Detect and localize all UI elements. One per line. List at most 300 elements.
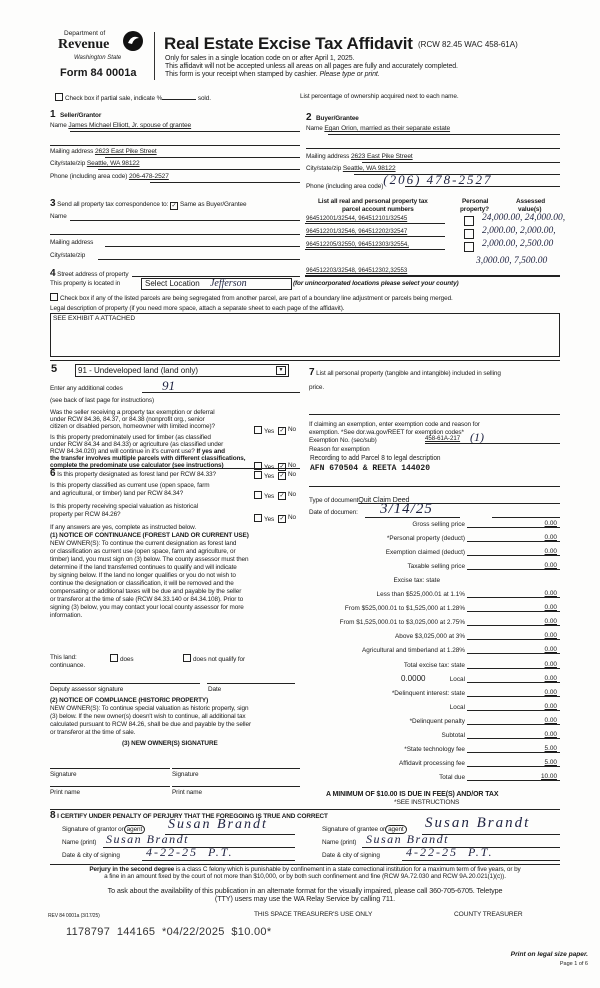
buyer-label: Buyer/Grantee — [316, 115, 359, 122]
section-number: 6 — [50, 468, 56, 479]
notice-compliance-title: (2) NOTICE OF COMPLIANCE (HISTORIC PROPERTY) — [50, 697, 209, 704]
section-number: 2 — [306, 112, 312, 123]
fee-label: From $525,000.01 to $1,525,000 at 1.28% — [344, 605, 465, 613]
buyer-phone-row — [306, 172, 493, 192]
field-line — [309, 486, 560, 487]
personal-property-checkbox[interactable] — [464, 242, 474, 252]
phone-label: Phone (including area code) — [306, 183, 384, 190]
print-name-label: Print name — [172, 789, 202, 796]
personal-property-checkbox[interactable] — [464, 216, 474, 226]
no-checkbox[interactable]: ✓ — [279, 516, 285, 522]
corr-name-field[interactable] — [70, 220, 300, 221]
current-use-q-2: and agricultural, or timber) land per RCW 84.34? — [50, 490, 184, 497]
partial-percent-field[interactable] — [162, 99, 196, 100]
buyer-city-row — [306, 165, 396, 172]
see-instructions: *SEE INSTRUCTIONS — [394, 799, 460, 806]
reason-field-1[interactable]: Recording to add Parcel 8 to legal description — [310, 453, 441, 462]
fee-value[interactable]: 0.00 — [544, 730, 557, 738]
field-line — [467, 611, 560, 612]
fee-row — [305, 615, 560, 627]
fee-value[interactable]: 0.00 — [544, 590, 557, 598]
fee-label: Local — [449, 675, 465, 683]
fee-label: Total excise tax: state — [403, 661, 465, 669]
seller-city-row — [50, 160, 140, 167]
this-land-label: This land: — [50, 654, 77, 661]
name-print-label: Name (print) — [322, 839, 357, 846]
personal-property-label — [309, 367, 501, 378]
no-checkbox[interactable]: ✓ — [279, 464, 285, 470]
notice-line: timber) land, you must sign on (3) below. The county assessor must then — [50, 556, 249, 563]
q-timber-3 — [50, 448, 225, 455]
ownership-note: List percentage of ownership acquired next to each name. — [300, 93, 459, 100]
field-line — [70, 131, 300, 132]
buyer-mail-field[interactable]: 2623 East Pike Street — [350, 153, 413, 160]
use-code-select[interactable] — [75, 364, 289, 377]
grantor-date-field[interactable]: 4-22-25 P.T. — [146, 845, 234, 859]
location-select[interactable] — [141, 278, 292, 290]
seller-label: Seller/Grantor — [60, 112, 102, 119]
current-use-q-1: Is this property classified as current use (open space, farm — [50, 482, 210, 489]
field-line — [467, 682, 560, 683]
notice-line: information. — [50, 612, 83, 619]
field-line — [150, 182, 300, 183]
deputy-signature-field[interactable] — [50, 683, 200, 684]
seller-heading — [50, 104, 101, 122]
sec7-label-2: price. — [309, 384, 325, 391]
exemption-no-field[interactable]: 458-61A-217 — [425, 435, 461, 442]
fee-row — [305, 686, 560, 698]
field-line — [142, 860, 295, 861]
historic-q-2: property per RCW 84.26? — [50, 511, 121, 518]
notice-line: (3) below. If the new owner(s) doesn't wish to continue, all additional tax — [50, 713, 246, 720]
fee-value[interactable]: 0.00 — [544, 688, 557, 696]
continuance-label: continuance. — [50, 662, 86, 669]
fee-label: *State technology fee — [404, 745, 465, 753]
q-exemption-1: Was the seller receiving a property tax exemption or deferral — [50, 409, 215, 416]
field-line — [362, 162, 560, 163]
forest-question — [50, 468, 216, 479]
parcel-account-field[interactable]: 964512201/32546, 964512202/32547 — [306, 228, 408, 235]
exemption-no-label: Exemption No. (sec/sub) — [309, 437, 377, 444]
buyer-city-field[interactable]: Seattle, WA 98122 — [342, 165, 396, 172]
does-label: does — [120, 656, 134, 663]
header-note-3 — [165, 71, 380, 78]
mail-label: Mailing address — [50, 148, 94, 155]
field-line — [105, 157, 300, 158]
no-option — [278, 514, 296, 523]
accessibility-note-2: (TTY) users may use the WA Relay Service by calling 711. — [214, 894, 396, 903]
doctype-field[interactable]: Quit Claim Deed — [358, 495, 410, 504]
header-divider — [154, 32, 155, 80]
historic-q-1: Is this property receiving special valuation as historical — [50, 503, 199, 510]
partial-sale — [55, 93, 211, 102]
fee-row — [305, 545, 560, 557]
additional-codes-row — [50, 385, 123, 392]
owner-signature-field-1[interactable] — [50, 768, 170, 769]
location-handwritten: Jefferson — [209, 278, 247, 289]
logo-revenue: Revenue — [58, 37, 110, 52]
treasurer-stamp: 1178797 144165 *04/22/2025 $10.00* — [66, 926, 272, 938]
yes-option — [254, 491, 274, 500]
no-label: No — [288, 491, 296, 498]
notice-line: continue the designation or classification, it will be removed and the — [50, 580, 234, 587]
city-label: City/state/zip — [50, 160, 86, 167]
yes-checkbox[interactable] — [254, 426, 262, 434]
docdate-label: Date of documen: — [309, 509, 358, 516]
field-line — [467, 569, 560, 570]
docdate-field[interactable]: 3/14/25 — [380, 501, 433, 517]
yes-checkbox[interactable] — [254, 462, 262, 470]
sold-label: sold. — [197, 95, 211, 102]
located-label: This property is located in — [50, 280, 121, 287]
owner-print-field-1[interactable] — [50, 786, 170, 787]
grantor-signature[interactable]: Susan Brandt — [168, 817, 268, 832]
personal-property-checkbox[interactable] — [464, 229, 474, 239]
fee-label: Exemption claimed (deduct) — [385, 549, 465, 557]
parcel-account-field[interactable]: 964512203/32548, 964512302,32553 — [306, 267, 408, 274]
certify-title: I CERTIFY UNDER PENALTY OF PERJURY THAT THE FOREGOING IS TRUE AND CORRECT — [57, 813, 328, 820]
owner-signature-field-2[interactable] — [172, 768, 300, 769]
fee-value[interactable]: 0.00 — [544, 674, 557, 682]
field-line — [305, 249, 445, 250]
fee-value[interactable]: 0.00 — [544, 548, 557, 556]
notice-line: or classification as current use (open space, farm and agriculture, or — [50, 548, 236, 555]
additional-codes-value: 91 — [162, 378, 175, 393]
no-option — [278, 426, 296, 435]
grantor-sig-label: Signature of grantor or — [62, 826, 124, 833]
notice-line: or transferor at the time of sale (RCW 84.33.140 or 84.34.108). Prior to — [50, 596, 244, 603]
logo-dept: Department of — [64, 30, 106, 37]
fee-row — [305, 573, 560, 585]
fee-row — [305, 643, 560, 655]
phone-label: Phone (including area code) — [50, 173, 128, 180]
seller-mail-row — [50, 148, 157, 155]
grantor-name-field[interactable]: Susan Brandt — [106, 832, 190, 846]
header-note-2: This affidavit will not be accepted unless all areas on all pages are fully and accurately completed. — [165, 63, 458, 70]
fee-label: Gross selling price — [412, 521, 465, 528]
fee-value[interactable]: 0.00 — [544, 702, 557, 710]
section-divider — [50, 360, 560, 361]
field-line — [467, 639, 560, 640]
notice-line: or transferor at the time of sale. — [50, 729, 136, 736]
seller-name-row — [50, 122, 191, 129]
section-number: 7 — [309, 367, 315, 378]
deputy-date-field[interactable] — [207, 683, 295, 684]
street-field[interactable] — [132, 276, 300, 277]
fee-row — [305, 728, 560, 740]
fee-row — [305, 601, 560, 613]
exemption-note-1: If claiming an exemption, enter exemption code and reason for — [309, 421, 480, 428]
accessibility-note-1: To ask about the availability of this publication in an alternate format for the visually impaired, please call 360-705-6705. Teletype — [107, 886, 503, 895]
field-line — [50, 145, 300, 146]
notice-line: calculated pursuant to RCW 84.26, shall be due and payable by the seller — [50, 721, 251, 728]
corr-name-label: Name — [50, 213, 67, 220]
this-land-row — [50, 654, 77, 661]
seller-name-field[interactable]: James Michael Elliott, Jr. spouse of grantee — [68, 122, 192, 129]
yes-option — [254, 471, 274, 480]
yes-label: Yes — [264, 428, 275, 435]
fee-row — [305, 770, 560, 782]
buyer-phone-field[interactable]: (206) 478-2527 — [383, 172, 493, 187]
fee-row — [305, 742, 560, 754]
partial-sale-checkbox[interactable] — [55, 93, 63, 101]
parcel-account-field[interactable]: 964512205/32550, 964512303/32554, — [306, 241, 409, 248]
minimum-note: A MINIMUM OF $10.00 IS DUE IN FEE(S) AND/OR TAX — [326, 791, 499, 798]
perjury-note-1 — [50, 866, 560, 873]
personal-header-2: property? — [460, 206, 489, 213]
forest-label: Is this property designated as forest land per RCW 84.33? — [57, 471, 216, 478]
if-yes-note: If any answers are yes, complete as instructed below. — [50, 524, 197, 531]
fee-row — [305, 700, 560, 712]
notice-line: NEW OWNER(S): To continue special valuation as historic property, sign — [50, 705, 249, 712]
personal-header: Personal — [462, 198, 489, 205]
field-line — [305, 236, 445, 237]
fee-row — [305, 629, 560, 641]
grantee-signature[interactable]: Susan Brandt — [425, 815, 531, 831]
field-line — [467, 668, 560, 669]
segregate-label: Check box if any of the listed parcels are being segregated from another parcel, are part of a boundary line adjustment or parcels being merged. — [60, 295, 453, 302]
segregate-row — [50, 293, 453, 302]
no-option — [278, 462, 296, 471]
notice-line: determine if the land transferred continues to qualify and will indicate — [50, 564, 237, 571]
yes-checkbox[interactable] — [254, 514, 262, 522]
perjury-note-2: a fine in an amount fixed by the court of not more than $10,000, or by both such confinement and fine (RCW 9A.72.030 and RCW 9A.20.021(1)(c)). — [104, 873, 506, 880]
does-checkbox[interactable] — [110, 654, 118, 662]
field-line — [467, 724, 560, 725]
notice-line: signing (3) below, you may contact your local county assessor for more — [50, 604, 244, 611]
field-line — [467, 541, 560, 542]
correspondence-heading — [50, 198, 246, 210]
field-line — [467, 780, 560, 781]
fee-row — [305, 559, 560, 571]
corr-city-label: City/state/zip — [50, 252, 86, 259]
corr-city-field[interactable] — [98, 259, 300, 260]
date-label: Date — [208, 686, 222, 693]
field-line — [467, 625, 560, 626]
fee-row — [305, 714, 560, 726]
corr-mail-label: Mailing address — [50, 239, 94, 246]
form-number: Form 84 0001a — [60, 67, 137, 79]
field-line — [305, 276, 560, 277]
seller-phone-row — [50, 173, 169, 180]
fee-label: Local — [449, 703, 465, 711]
fee-value[interactable]: 0.00 — [544, 618, 557, 626]
county-treasurer-label: COUNTY TREASURER — [454, 911, 523, 918]
seller-phone-field[interactable]: 206-478-2527 — [128, 173, 169, 180]
section-divider — [50, 864, 560, 865]
street-label: Street address of property — [57, 271, 129, 278]
yes-checkbox[interactable] — [254, 491, 262, 499]
q-timber-1: Is this property predominately used for timber (as classified — [50, 434, 211, 441]
fee-value[interactable]: 0.00 — [544, 716, 557, 724]
grantee-sig-label: Signature of grantee or — [322, 826, 386, 833]
dor-logo-icon — [122, 28, 144, 54]
legal-description-field[interactable] — [50, 313, 560, 357]
yes-label: Yes — [264, 493, 275, 500]
does-not-label: does not qualify for — [193, 656, 245, 663]
signature-label: Signature — [172, 771, 199, 778]
assessed-value-field[interactable]: 2,000.00, 2,500.00 — [482, 239, 554, 249]
sec7-label: List all personal property (tangible and intangible) included in selling — [316, 370, 501, 377]
q-exemption-3: citizen or disabled person, homeowner with limited income)? — [50, 423, 215, 430]
no-label: No — [288, 514, 296, 521]
deputy-label: Deputy assessor signature — [50, 686, 124, 693]
exemption-note-2: exemption. *See dor.wa.gov/REET for exemption codes* — [309, 429, 464, 436]
same-as-buyer-label: Same as Buyer/Grantee — [179, 201, 247, 208]
legal-text: SEE EXHIBIT A ATTACHED — [53, 315, 136, 322]
fee-row — [305, 658, 560, 670]
page-number: Page 1 of 6 — [559, 961, 588, 967]
logo-state: Washington State — [74, 55, 122, 61]
buyer-name-field[interactable]: Egan Orion, married as their separate estate — [324, 125, 451, 132]
assessed-value-field[interactable]: 3,000.00, 7,500.00 — [476, 256, 548, 266]
field-line — [98, 169, 300, 170]
field-line — [328, 134, 560, 135]
field-line — [467, 527, 560, 528]
no-checkbox[interactable]: ✓ — [279, 473, 285, 479]
mail-label: Mailing address — [306, 153, 350, 160]
fee-value[interactable]: 0.00 — [544, 660, 557, 668]
reason-label: Reason for exemption — [309, 446, 370, 453]
revision-label: REV 84 0001a (3/17/25) — [48, 913, 100, 919]
name-label: Name — [306, 125, 323, 132]
signature-label: Signature — [50, 771, 77, 778]
field-line — [405, 186, 560, 187]
fee-row — [305, 531, 560, 543]
field-line — [467, 752, 560, 753]
field-line — [402, 860, 560, 861]
yes-checkbox[interactable] — [254, 471, 262, 479]
grantee-date-field[interactable]: 4-22-25 P.T. — [406, 845, 494, 859]
seller-city-field[interactable]: Seattle, WA 98122 — [86, 160, 140, 167]
personal-property-field[interactable] — [309, 414, 560, 415]
fee-value[interactable]: 0.00 — [544, 632, 557, 640]
exemption-handwritten: (1) — [470, 430, 484, 444]
fee-value[interactable]: 0.00 — [544, 604, 557, 612]
notice-continuance-title: (1) NOTICE OF CONTINUANCE (FOREST LAND OR CURRENT USE) — [50, 532, 249, 539]
yes-label: Yes — [264, 473, 275, 480]
agent-circle: agent — [124, 825, 146, 834]
field-line — [305, 223, 445, 224]
fee-row — [305, 517, 560, 529]
fee-label: *Personal property (deduct) — [386, 535, 465, 543]
use-code-value: 91 - Undeveloped land (land only) — [78, 366, 199, 375]
codes-note: (see back of last page for instructions) — [50, 397, 154, 404]
fee-label: Agricultural and timberland at 1.28% — [361, 647, 465, 655]
fee-label: From $1,525,000.01 to $3,025,000 at 2.75% — [339, 619, 465, 627]
fee-value[interactable]: 5.00 — [544, 758, 557, 766]
receipt-note: This form is your receipt when stamped by cashier. — [165, 71, 318, 78]
fee-label: Less than $525,000.01 at 1.1% — [376, 591, 465, 599]
assessed-header-2: value(s) — [518, 206, 542, 213]
street-row — [50, 268, 128, 279]
partial-sale-label: Check box if partial sale, indicate % — [65, 95, 163, 102]
grantee-name-field[interactable]: Susan Brandt — [366, 832, 450, 846]
assessed-value-field[interactable]: 24,000.00, 24,000.00, — [482, 213, 566, 223]
date-city-label: Date & city of signing — [62, 852, 120, 859]
section-number: 1 — [50, 109, 56, 120]
field-line — [467, 555, 560, 556]
same-as-buyer-checkbox[interactable]: ✓ — [171, 203, 177, 209]
no-label: No — [288, 471, 296, 478]
buyer-name-row — [306, 125, 450, 132]
yes-label: Yes — [264, 464, 275, 471]
section-number: 3 — [50, 198, 56, 209]
header-note-1: Only for sales in a single location code on or after April 1, 2025. — [165, 55, 355, 62]
q-timber-4: the transfer involves multiple parcels with different classifications, — [50, 455, 246, 462]
yes-option — [254, 514, 274, 523]
seller-mail-field[interactable]: 2623 East Pike Street — [94, 148, 157, 155]
corr-mail-field[interactable] — [105, 246, 300, 247]
parcel-account-field[interactable]: 964512001/32544, 964512101/32545 — [306, 215, 408, 222]
chevron-down-icon[interactable]: ▼ — [276, 366, 286, 375]
new-owner-signature-title: (3) NEW OWNER(S) SIGNATURE — [122, 740, 218, 747]
assessed-value-field[interactable]: 2,000.00, 2,000.00, — [482, 226, 556, 236]
field-line — [467, 597, 560, 598]
fee-row — [305, 587, 560, 599]
q-timber-3-text: RCW 84.34.020) and will continue in it's current use? — [50, 448, 195, 455]
fee-value[interactable]: 10.00 — [541, 772, 557, 780]
fee-value[interactable]: 0.00 — [544, 646, 557, 654]
notice-line: compensating or additional taxes will be due and payable by the seller — [50, 588, 242, 595]
no-label: No — [288, 426, 296, 433]
q-timber-5: complete the predominate use calculator (see instructions) — [50, 462, 224, 469]
fee-label: Total due — [439, 773, 465, 781]
segregate-checkbox[interactable] — [50, 293, 58, 301]
field-line — [306, 148, 560, 149]
field-line — [425, 443, 560, 444]
name-print-label: Name (print) — [62, 839, 97, 846]
type-print-note: Please type or print. — [319, 71, 380, 78]
fee-value[interactable]: 0.00 — [544, 520, 557, 527]
parcel-header-2: parcel account numbers — [342, 206, 414, 213]
fee-value[interactable]: 0.00 — [544, 562, 557, 570]
q-exemption-2: under RCW 84.36, 84.37, or 84.38 (nonprofit org., senior — [50, 416, 205, 423]
legal-label: Legal description of property (if you need more space, attach a separate sheet to each page of the affidavit). — [50, 305, 345, 312]
does-not-checkbox[interactable] — [183, 654, 191, 662]
doctype-label: Type of document — [309, 497, 359, 504]
legal-paper-note: Print on legal size paper. — [510, 951, 588, 958]
fee-label: Affidavit processing fee — [399, 759, 465, 767]
owner-print-field-2[interactable] — [172, 786, 300, 787]
city-label: City/state/zip — [306, 165, 342, 172]
assessed-header: Assessed — [516, 198, 546, 205]
fee-label: Taxable selling price — [407, 563, 465, 571]
rcw-reference: (RCW 82.45 WAC 458-61A) — [418, 40, 518, 49]
fee-label: Excise tax: state — [393, 577, 440, 585]
fee-value[interactable]: 5.00 — [544, 744, 557, 752]
notice-line: by signing below. If the land no longer qualifies or you do not wish to — [50, 572, 236, 579]
yes-option — [254, 426, 274, 435]
fee-value[interactable]: 0.00 — [544, 534, 557, 542]
does-not-option — [183, 654, 245, 663]
treasurer-use-label: THIS SPACE TREASURER'S USE ONLY — [254, 911, 373, 918]
fee-label: Subtotal — [441, 731, 465, 739]
fee-label: *Delinquent penalty — [409, 717, 465, 725]
buyer-mail-row — [306, 153, 413, 160]
perjury-bold: Perjury in the second degree — [89, 866, 175, 873]
reason-field-2[interactable]: AFN 670504 & REETA 144020 — [310, 464, 431, 473]
fee-row — [305, 756, 560, 768]
location-note: (for unincorporated locations please select your county) — [293, 280, 459, 287]
no-checkbox[interactable]: ✓ — [279, 428, 285, 434]
yes-option — [254, 462, 274, 471]
buyer-heading — [306, 107, 359, 125]
no-checkbox[interactable]: ✓ — [279, 493, 285, 499]
print-name-label: Print name — [50, 789, 80, 796]
notice-line: NEW OWNER(S): To continue the current designation as forest land — [50, 540, 237, 547]
location-select-value: Select Location — [145, 279, 200, 288]
